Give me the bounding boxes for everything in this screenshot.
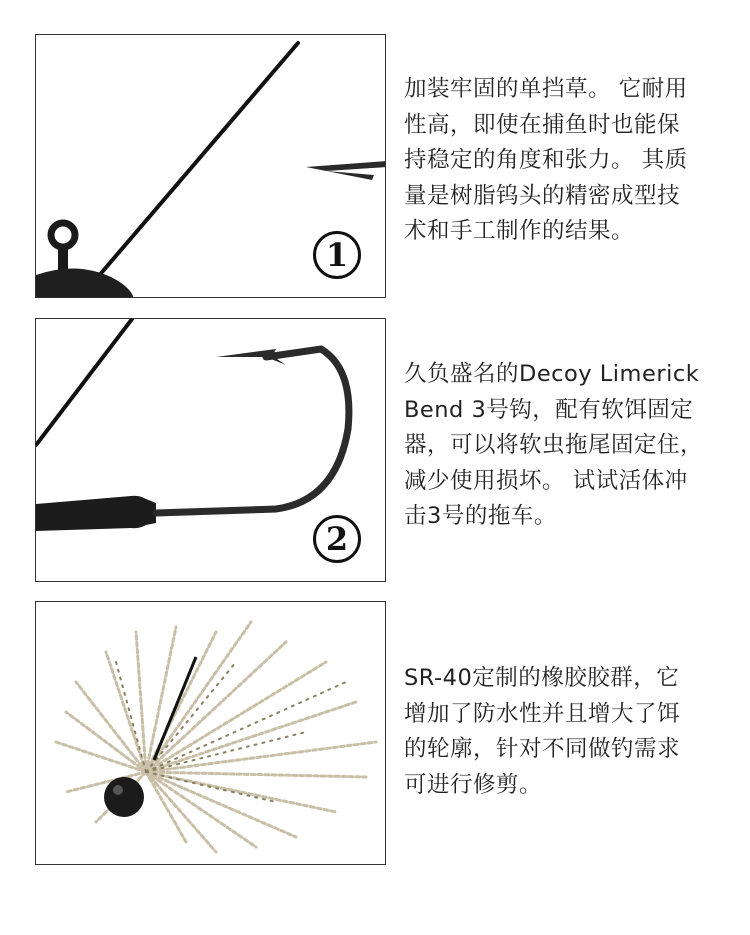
section-number-badge: 2 <box>313 515 361 563</box>
photo-skirt-jig <box>35 601 386 865</box>
photo-hook <box>35 318 386 582</box>
section-number-badge: 1 <box>313 231 361 279</box>
photo-weed-guard <box>35 34 386 298</box>
weed-guard-description: 加装牢固的单挡草。 它耐用 性高，即使在捕鱼时也能保 持稳定的角度和张力。 其质 量是树脂钨头的精密成型技 术和手工制作的结果。 <box>404 76 688 244</box>
hook-description: 久负盛名的Decoy Limerick Bend 3号钩，配有软饵固定 器，可以将软虫拖尾固定住， 减少使用损坏。 试试活体冲 击3号的拖车。 <box>404 361 704 529</box>
skirt-description: SR-40定制的橡胶胶群，它 增加了防水性并且增大了饵 的轮廓，针对不同做钓需求 可进行修剪。 <box>404 665 681 798</box>
skirt-jig-illustration <box>36 602 386 865</box>
